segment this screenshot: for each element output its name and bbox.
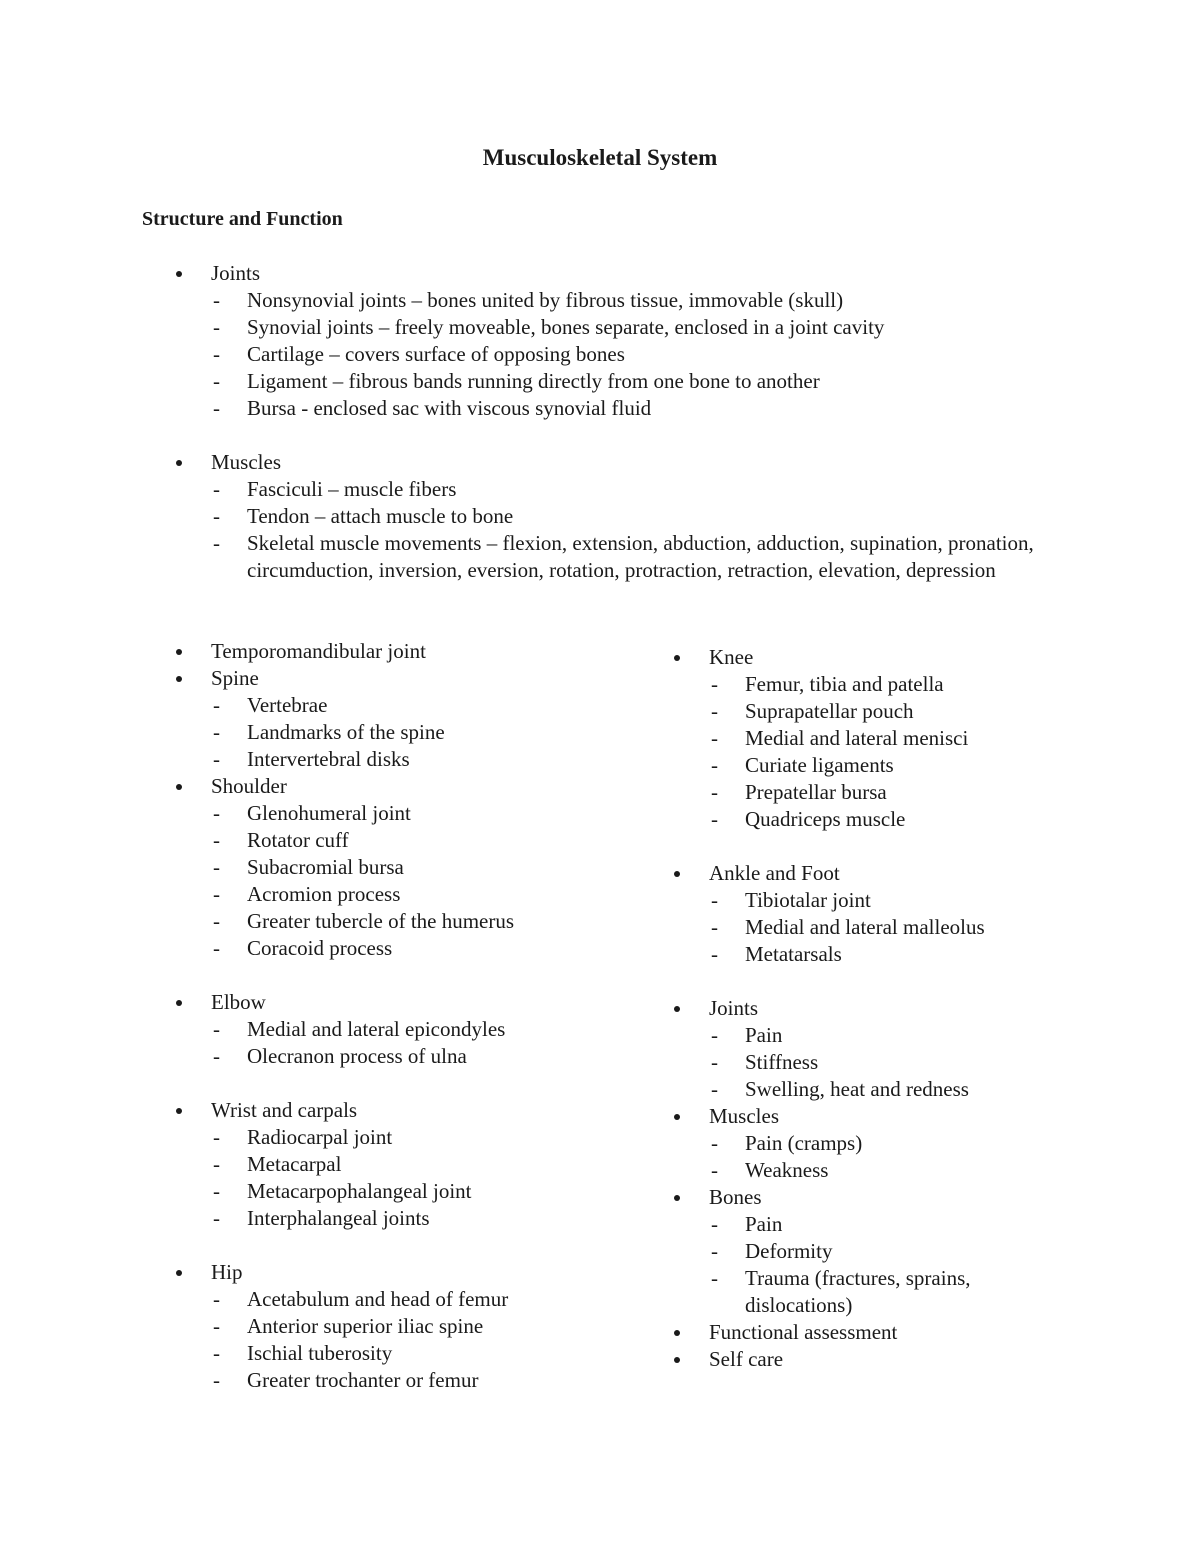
sub-item: - Glenohumeral joint [142,800,642,827]
sub-item: - Nonsynovial joints – bones united by fibrous tissue, immovable (skull) [142,287,1062,314]
sub-item: - Cartilage – covers surface of opposing bones [142,341,1062,368]
sub-list [142,476,1062,584]
sub-item: - Subacromial bursa [142,854,642,881]
top-list [142,260,1062,584]
sub-list [142,1124,642,1232]
list-item: Spine [142,665,642,692]
list-item: Muscles [142,449,1062,476]
sub-item: - Ligament – fibrous bands running directly from one bone to another [142,368,1062,395]
sub-item: - Acetabulum and head of femur [142,1286,642,1313]
sub-item: - Landmarks of the spine [142,719,642,746]
sub-item: - Medial and lateral epicondyles [142,1016,642,1043]
list-item: Joints [640,995,1060,1022]
sub-item: - Suprapatellar pouch [640,698,1060,725]
list-item: Ankle and Foot [640,860,1060,887]
sub-item: - Metacarpophalangeal joint [142,1178,642,1205]
sub-item: - Bursa - enclosed sac with viscous synovial fluid [142,395,1062,422]
sub-item: - Swelling, heat and redness [640,1076,1060,1103]
list-item: Bones [640,1184,1060,1211]
sub-item: - Pain [640,1022,1060,1049]
right-column [640,644,1060,1373]
sub-list [142,692,642,773]
sub-item: - Intervertebral disks [142,746,642,773]
list-item: Wrist and carpals [142,1097,642,1124]
sub-item: - Curiate ligaments [640,752,1060,779]
sub-item: - Synovial joints – freely moveable, bones separate, enclosed in a joint cavity [142,314,1062,341]
sub-item: - Interphalangeal joints [142,1205,642,1232]
sub-item: - Vertebrae [142,692,642,719]
sub-item: - Pain [640,1211,1060,1238]
sub-list [640,671,1060,833]
sub-item: - Fasciculi – muscle fibers [142,476,1062,503]
sub-item: - Acromion process [142,881,642,908]
sub-item: - Greater tubercle of the humerus [142,908,642,935]
list-item: Muscles [640,1103,1060,1130]
sub-item: - Deformity [640,1238,1060,1265]
list-item: Joints [142,260,1062,287]
sub-item: - Rotator cuff [142,827,642,854]
list-item: Temporomandibular joint [142,638,642,665]
section-heading: Structure and Function [142,208,343,230]
sub-list [142,287,1062,422]
sub-list [640,1022,1060,1103]
sub-item: - Metatarsals [640,941,1060,968]
list-item: Hip [142,1259,642,1286]
sub-item: - Radiocarpal joint [142,1124,642,1151]
sub-item: - Metacarpal [142,1151,642,1178]
list-item: Functional assessment [640,1319,1060,1346]
sub-item: - Greater trochanter or femur [142,1367,642,1394]
list-item: Knee [640,644,1060,671]
left-column [142,638,642,1394]
sub-item: - Quadriceps muscle [640,806,1060,833]
sub-list [142,800,642,962]
sub-item: - Trauma (fractures, sprains, dislocations) [640,1265,1060,1319]
sub-list [640,1211,1060,1319]
sub-list [142,1286,642,1394]
sub-list [640,1130,1060,1184]
sub-list [640,887,1060,968]
sub-item: - Coracoid process [142,935,642,962]
sub-item: - Femur, tibia and patella [640,671,1060,698]
page-title: Musculoskeletal System [482,145,718,170]
sub-item: - Medial and lateral malleolus [640,914,1060,941]
list-item: Shoulder [142,773,642,800]
sub-item: - Prepatellar bursa [640,779,1060,806]
sub-item: - Pain (cramps) [640,1130,1060,1157]
sub-list [142,1016,642,1070]
sub-item: - Skeletal muscle movements – flexion, extension, abduction, adduction, supination, pronation, circumduction, inversion, eversion, rotation, protraction, retraction, elevation, depression [142,530,1062,584]
sub-item: - Ischial tuberosity [142,1340,642,1367]
list-item: Elbow [142,989,642,1016]
sub-item: - Tendon – attach muscle to bone [142,503,1062,530]
sub-item: - Tibiotalar joint [640,887,1060,914]
sub-item: - Olecranon process of ulna [142,1043,642,1070]
sub-item: - Stiffness [640,1049,1060,1076]
sub-item: - Anterior superior iliac spine [142,1313,642,1340]
list-item: Self care [640,1346,1060,1373]
sub-item: - Medial and lateral menisci [640,725,1060,752]
sub-item: - Weakness [640,1157,1060,1184]
